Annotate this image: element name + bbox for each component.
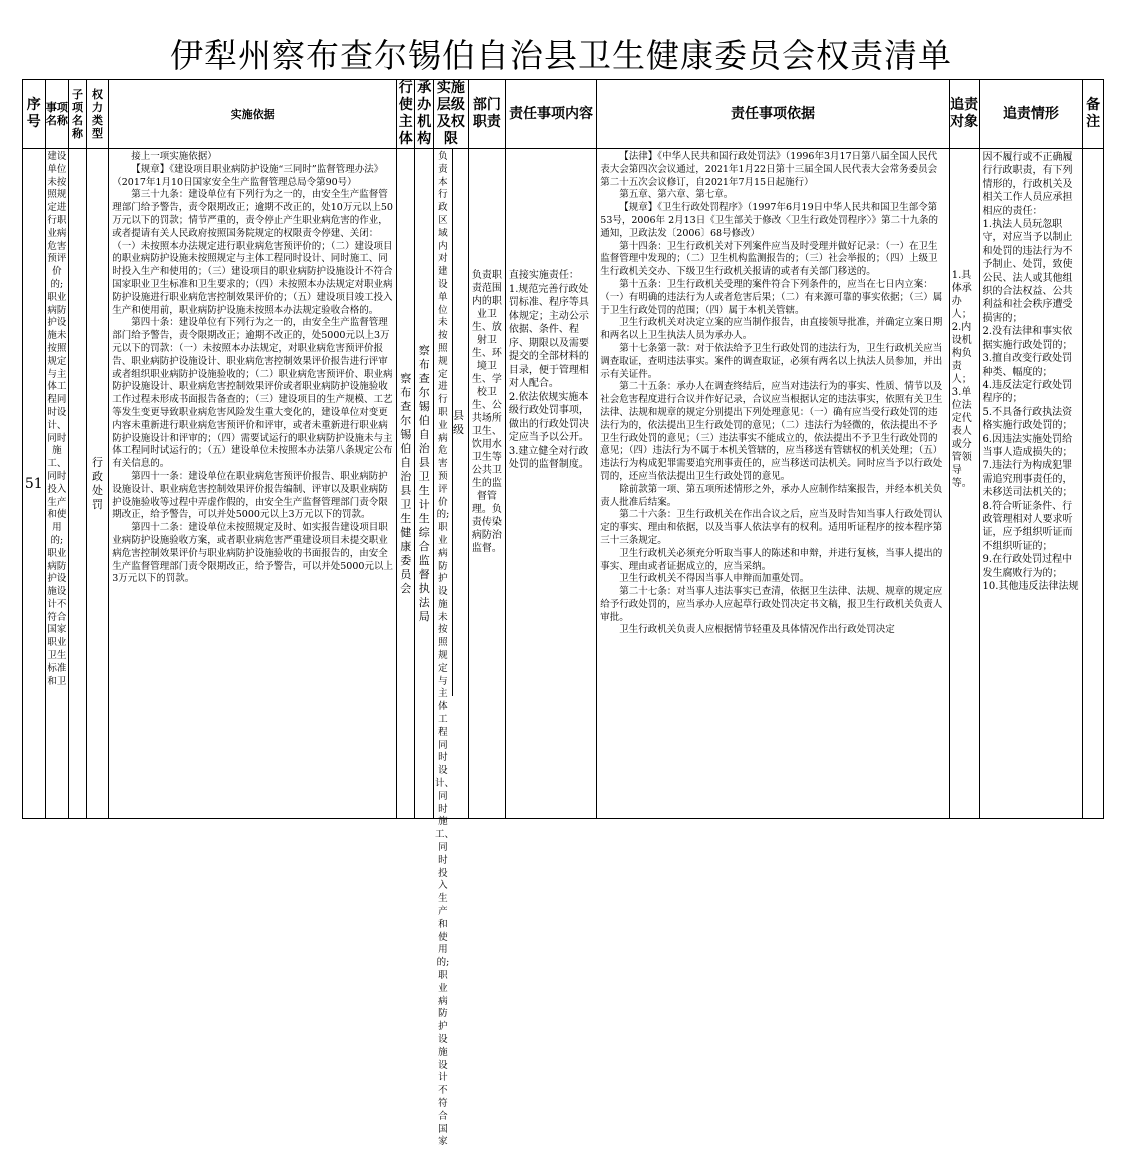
row-seq: 51 (23, 149, 46, 819)
header-level: 实施层级及权限 (433, 80, 468, 149)
row-item-name: 建设单位未按照规定进行职业病危害预评价的;职业病防护设施未按照规定与主体工程同时设计、同时施工、同时投入生产和使用的;职业病防护设施设计不符合国家职业卫生标准和卫 (47, 151, 67, 687)
resp-basis-paragraph: 卫生行政机关不得因当事人申辩而加重处罚。 (619, 573, 810, 585)
row-undertaker-cell (415, 149, 433, 819)
resp-content-paragraph: 1.规范完善行政处罚标准、程序等具体规定；主动公示依据、条件、程序、期限以及需要提交的全部材料的目录，便于管理相对人配合。 (508, 283, 589, 389)
resp-basis-paragraph: 卫生行政机关必须充分听取当事人的陈述和申辩，并进行复核，当事人提出的事实、理由或者证据成立的，应当采纳。 (600, 547, 943, 572)
row-undertaker: 察布查尔锡伯自治县卫生计生综合监督执法局 (418, 343, 430, 623)
basis-paragraph: 第四十条：建设单位有下列行为之一的，由安全生产监督管理部门给予警告，责令限期改正；逾期不改正的，处5000元以上3万元以下的罚款：（一）未按照本办法规定，对职业病危害预评价报告、职业病防护设施设计、职业病危害控制效果评价报告进行评审或者组织职业病防护设施验收的；（二）职业病危害预评价、职业病防护设施设计、职业病危害控制效果评价或者职业病防护设施验收工作过程未形成书面报告备查的；（三）建设项目的生产规模、工艺等发生变更导致职业病危害风险发生重大变化的，建设单位对变更内容未重新进行职业病危害预评价和评审，或者未重新进行职业病防护设施设计和评审的；（四）需要试运行的职业病防护设施未与主体工程同时试运行的；（五）建设单位未按照本办法第八条规定公布有关信息的。 (112, 317, 393, 470)
row-remark (1083, 149, 1103, 700)
row-power-type: 行政处罚 (91, 455, 103, 511)
situation-item: 5.不具备行政执法资格实施行政处罚的； (982, 406, 1073, 432)
row-basis-cell (109, 149, 397, 819)
row-remark-cell (1083, 149, 1104, 819)
row-level: 县级 (452, 149, 468, 696)
situation-item: 1.执法人员玩忽职守，对应当予以制止和处罚的违法行为不予制止、处罚，致使公民、法人或其他组织的合法权益、公共利益和社会秩序遭受损害的； (982, 219, 1073, 324)
row-dept-duty-a: 负责本行政区域内对建设单位未按照规定进行职业病危害预评价的;职业病防护设施未按照规定与主体工程同时设计、同时施工、同时投入生产和使用的;职业病防护设施设计不符合国家 (434, 151, 454, 1148)
situation-item: 10.其他违反法律法规 (982, 581, 1079, 592)
resp-basis-paragraph: 【规章】《卫生行政处罚程序》（1997年6月19日中华人民共和国卫生部令第53号，2006年 2月13日《卫生部关于修改〈卫生行政处罚程序〉》第二十九条的通知，卫政法发〔2006〕68号修改） (600, 202, 938, 239)
resp-basis-paragraph: 卫生行政机关负责人应根据情节轻重及具体情况作出行政处罚决定 (619, 624, 895, 636)
row-resp-basis-cell (597, 149, 949, 819)
row-situations-cell (979, 149, 1083, 819)
row-sub-item-cell (69, 149, 86, 819)
row-basis (109, 149, 396, 700)
situation-item: 6.因违法实施处罚给当事人造成损失的； (982, 433, 1073, 458)
resp-basis-paragraph: 卫生行政机关对决定立案的应当制作报告，由直接领导批准，并确定立案日期和两名以上卫生执法人员为承办人。 (600, 317, 943, 342)
basis-paragraph: 第三十九条：建设单位有下列行为之一的，由安全生产监督管理部门给予警告，责令限期改正；逾期不改正的，处10万元以上50万元以下的罚款；情节严重的，责令停止产生职业病危害的作业，或者提请有关人民政府按照国务院规定的权限责令停建、关闭：（一）未按照本办法规定进行职业病危害预评价的；（二）建设项目的职业病防护设施未按照规定与主体工程同时设计、同时施工、同时投入生产和使用的；（三）建设项目的职业病防护设施设计不符合国家职业卫生标准和卫生要求的；（四）未按照本办法规定对职业病防护设施进行职业病危害控制效果评价的；（五）建设项目竣工投入生产和使用前，职业病防护设施未按照本办法规定验收合格的。 (112, 189, 393, 316)
accountable-item: 1.具体承办人； (951, 270, 972, 320)
resp-basis-paragraph: 第二十六条：卫生行政机关在作出合议之后，应当及时告知当事人行政处罚认定的事实、理由和依据，以及当事人依法享有的权利。适用听证程序的按本程序第三十三条规定。 (600, 509, 943, 546)
row-level-cell (433, 149, 468, 1148)
resp-basis-paragraph: 第五章、第六章、第七章。 (619, 189, 734, 201)
header-seq: 序号 (23, 80, 46, 149)
header-remark: 备注 (1083, 80, 1104, 149)
header-dept-duty: 部门职责 (468, 80, 505, 149)
header-subject: 行使主体 (396, 80, 414, 149)
header-resp-basis: 责任事项依据 (597, 80, 949, 149)
basis-paragraph: 【规章】《建设项目职业病防护设施“三同时”监督管理办法》（2017年1月10日国家安全生产监督管理总局令第90号） (112, 163, 384, 188)
situation-item: 2.没有法律和事实依据实施行政处罚的； (982, 326, 1073, 351)
row-dept-duty-b: 负责职责范围内的职业卫生、放射卫生、环境卫生、学校卫生、公共场所卫生、饮用水卫生等公共卫生的监督管理。负责传染病防治监督。 (471, 270, 502, 554)
header-situations: 追责情形 (979, 80, 1083, 149)
row-subject-cell (396, 149, 414, 819)
header-accountable: 追责对象 (949, 80, 979, 149)
basis-paragraph: 接上一项实施依据） (131, 151, 217, 162)
situation-item: 7.违法行为构成犯罪需追究刑事责任的，未移送司法机关的； (982, 460, 1073, 499)
resp-content-paragraph: 2.依法依规实施本级行政处罚事项，做出的行政处罚决定应当予以公开。 (508, 391, 589, 443)
resp-basis-paragraph: 第十七条第一款：对于依法给予卫生行政处罚的违法行为，卫生行政机关应当调查取证，查明违法事实。案件的调查取证，必须有两名以上执法人员参加，并出示有关证件。 (600, 342, 943, 380)
situation-item: 3.擅自改变行政处罚种类、幅度的； (982, 353, 1073, 378)
row-item-name-cell (45, 149, 69, 819)
resp-basis-paragraph: 第十五条：卫生行政机关受理的案件符合下列条件的，应当在七日内立案：（一）有明确的违法行为人或者危害后果；（二）有来源可靠的事实依据；（三）属于卫生行政处罚的范围；（四）属于本机关管辖。 (600, 278, 943, 316)
row-power-type-cell (86, 149, 109, 819)
row-accountable (950, 149, 979, 816)
header-row (23, 80, 1104, 149)
power-responsibility-table (22, 79, 1104, 1148)
resp-basis-paragraph: 第二十五条：承办人在调查终结后，应当对违法行为的事实、性质、情节以及社会危害程度进行合议并作好记录，合议应当根据认定的违法事实，依照有关卫生法律、法规和规章的规定分别提出下列处理意见：（一）确有应当受行政处罚的违法行为的，依法提出卫生行政处罚的意见；（二）违法行为轻微的，依法提出不予卫生行政处罚的意见；（三）违法事实不能成立的，依法提出不予卫生行政处罚的意见；（四）违法行为不属于本机关管辖的，应当移送有管辖权的机关处理；（五）违法行为构成犯罪需要追究刑事责任的，应当移送司法机关。同时应当予以行政处罚的，还应当依法提出卫生行政处罚的意见。 (600, 381, 943, 482)
row-resp-content-cell (505, 149, 596, 819)
row-situations (980, 149, 1083, 700)
situation-item: 9.在行政处罚过程中发生腐败行为的； (982, 554, 1073, 579)
row-accountable-cell (949, 149, 979, 819)
resp-basis-paragraph: 第二十七条：对当事人违法事实已查清，依据卫生法律、法规、规章的规定应给予行政处罚的，应当承办人应起草行政处罚决定书文稿，报卫生行政机关负责人审批。 (600, 586, 943, 623)
header-undertaker: 承办机构 (415, 80, 433, 149)
basis-paragraph: 第四十二条：建设单位未按照规定及时、如实报告建设项目职业病防护设施验收方案，或者职业病危害严重建设项目未提交职业病危害控制效果评价与职业病防护设施验收的书面报告的，由安全生产监督管理部门责令限期改正，给予警告，可以并处5000元以上3万元以下的罚款。 (112, 522, 393, 585)
row-subject: 察布查尔锡伯自治县卫生健康委员会 (400, 371, 412, 595)
header-sub-item: 子项名称 (69, 80, 86, 149)
accountable-item: 3.单位法定代表人或分管领导等。 (951, 387, 972, 489)
situation-item: 8.符合听证条件、行政管理相对人要求听证，应予组织听证而不组织听证的； (982, 500, 1073, 552)
row-dept-duty-cell (468, 149, 505, 819)
situation-item: 4.违反法定行政处罚程序的； (982, 379, 1073, 405)
header-item-name: 事项名称 (45, 80, 69, 149)
row-resp-content (506, 149, 596, 818)
header-resp-content: 责任事项内容 (505, 80, 596, 149)
row-resp-basis (597, 149, 948, 700)
row-sub-item (69, 149, 85, 700)
page-title: 伊犁州察布查尔锡伯自治县卫生健康委员会权责清单 (170, 36, 952, 75)
basis-paragraph: 第四十一条：建设单位在职业病危害预评价报告、职业病防护设施设计、职业病危害控制效果评价报告编制、评审以及职业病防护设施验收等过程中弄虚作假的，由安全生产监督管理部门责令限期改正，给予警告，可以并处5000元以上3万元以下的罚款。 (112, 470, 388, 521)
header-basis: 实施依据 (109, 80, 397, 149)
resp-basis-paragraph: 【法律】《中华人民共和国行政处罚法》（1996年3月17日第八届全国人民代表大会第四次会议通过，2021年1月22日第十三届全国人民代表大会常务委员会第二十五次会议修订，自2021年7月15日起施行） (600, 151, 938, 188)
accountable-item: 2.内设机构负责人； (951, 322, 972, 385)
resp-content-paragraph: 直接实施责任： (508, 270, 579, 281)
header-power-type: 权力类型 (86, 80, 109, 149)
situation-item: 因不履行或不正确履行行政职责，有下列情形的，行政机关及相关工作人员应承担相应的责任： (982, 152, 1073, 217)
resp-content-paragraph: 3.建立健全对行政处罚的监督制度。 (508, 445, 589, 470)
resp-basis-paragraph: 除前款第一项、第五项所述情形之外，承办人应制作结案报告，并经本机关负责人批准后结案。 (600, 483, 943, 508)
resp-basis-paragraph: 第十四条：卫生行政机关对下列案件应当及时受理并做好记录：（一）在卫生监督管理中发现的；（二）卫生机构监测报告的；（三）社会举报的；（四）上级卫生行政机关交办、下级卫生行政机关报请的或者有关部门移送的。 (600, 240, 938, 278)
table-row (23, 149, 1104, 819)
